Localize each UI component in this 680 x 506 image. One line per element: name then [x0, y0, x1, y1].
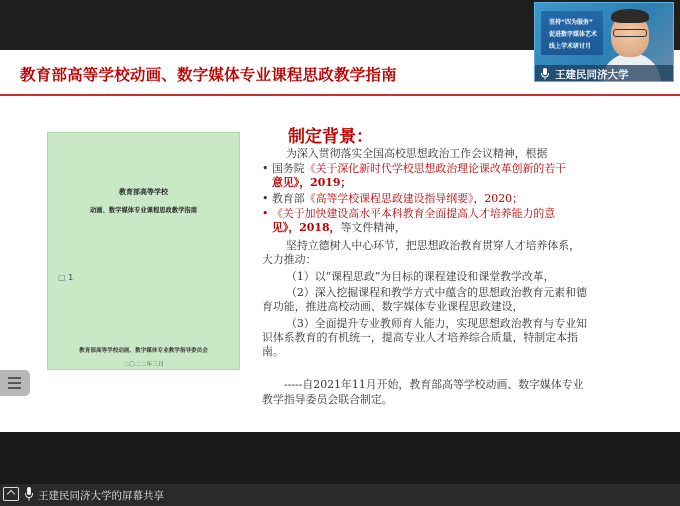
share-screen-icon[interactable] — [3, 487, 19, 501]
bullet2-doc: 《高等学校课程思政建设指导纲要》，2020； — [304, 192, 523, 205]
banner-line2: 促进数字媒体艺术 — [549, 31, 598, 38]
measure-item-2: （2）深入挖掘课程和教学方式中蕴含的思想政治教育元素和德 — [286, 286, 587, 299]
title-divider — [0, 94, 680, 96]
shared-slide — [0, 50, 680, 432]
paragraph-1: 坚持立德树人中心环节，把思想政治教育贯穿人才培养体系， — [286, 239, 581, 252]
paragraph-1-cont: 大力推动： — [262, 253, 317, 266]
intro-text: 为深入贯彻落实全国高校思想政治工作会议精神，根据 — [286, 147, 548, 160]
closing-text-cont: 教学指导委员会联合制定。 — [262, 393, 393, 406]
bullet3-doc-end: 见》，2018， — [272, 221, 341, 234]
speaker-video[interactable] — [534, 2, 674, 82]
document-page-mark: 1 — [68, 273, 74, 282]
banner-line1: 坚持“四为服务” — [549, 19, 593, 26]
measure-item-3-end: 南。 — [262, 345, 284, 358]
document-title-line1: 教育部高等学校 — [119, 188, 168, 196]
bullet3-suffix: 等文件精神， — [340, 221, 406, 234]
bullet2-prefix: 教育部 — [272, 192, 305, 205]
slide-title: 教育部高等学校动画、数字媒体专业课程思政教学指南 — [20, 66, 397, 84]
closing-text: -----自2021年11月开始，教育部高等学校动画、数字媒体专业 — [284, 378, 584, 391]
background-heading: 制定背景： — [288, 127, 373, 147]
screen-share-status-bar — [0, 484, 680, 506]
bullet3-doc-cont — [272, 221, 406, 234]
microphone-icon — [540, 68, 550, 80]
document-footer-date: 二〇二二年三月 — [123, 362, 164, 368]
speaker-name: 王建民同济大学 — [555, 69, 629, 81]
bullet-item-2 — [262, 192, 523, 205]
measure-item-2-cont: 育功能，推进高校动画、数字媒体专业课程思政建设， — [262, 300, 524, 313]
speaker-hair — [611, 9, 649, 23]
webcam-banner — [541, 11, 603, 55]
measure-item-3-cont: 识体系教育的有机统一，提高专业人才培养综合质量，特制定本指 — [262, 331, 578, 344]
speaker-glasses — [613, 29, 647, 37]
bullet3-doc: 《关于加快建设高水平本科教育全面提高人才培养能力的意 — [272, 207, 556, 220]
screen-share-label: 王建民同济大学的屏幕共享 — [38, 490, 164, 502]
document-footer-org: 教育部高等学校动画、数字媒体专业教学指导委员会 — [79, 348, 208, 354]
bullet1-doc-cont: 意见》，2019； — [272, 176, 352, 189]
microphone-icon[interactable] — [24, 487, 34, 501]
bullet-dot: • — [262, 162, 269, 175]
measure-item-3: （3）全面提升专业教师育人能力，实现思想政治教育与专业知 — [286, 317, 587, 330]
menu-icon[interactable] — [0, 370, 30, 396]
bullet1-prefix: 国务院 — [272, 162, 305, 175]
banner-line3: 线上学术研讨月 — [549, 43, 592, 50]
bullet-item-3 — [262, 207, 555, 220]
bullet-dot: • — [262, 207, 269, 220]
measure-item-1: （1）以“课程思政”为目标的课程建设和课堂教学改革， — [286, 270, 555, 283]
bottom-black-bar — [0, 432, 680, 484]
bullet1-doc: 《关于深化新时代学校思想政治理论课改革创新的若干 — [304, 162, 567, 175]
document-title-line2: 动画、数字媒体专业课程思政教学指南 — [89, 207, 198, 214]
bullet-dot: • — [262, 192, 269, 205]
document-thumbnail — [47, 132, 240, 370]
document-icon: ▢ 1 — [58, 273, 74, 282]
bullet-item-1 — [262, 162, 566, 175]
speaker-label — [535, 65, 674, 82]
